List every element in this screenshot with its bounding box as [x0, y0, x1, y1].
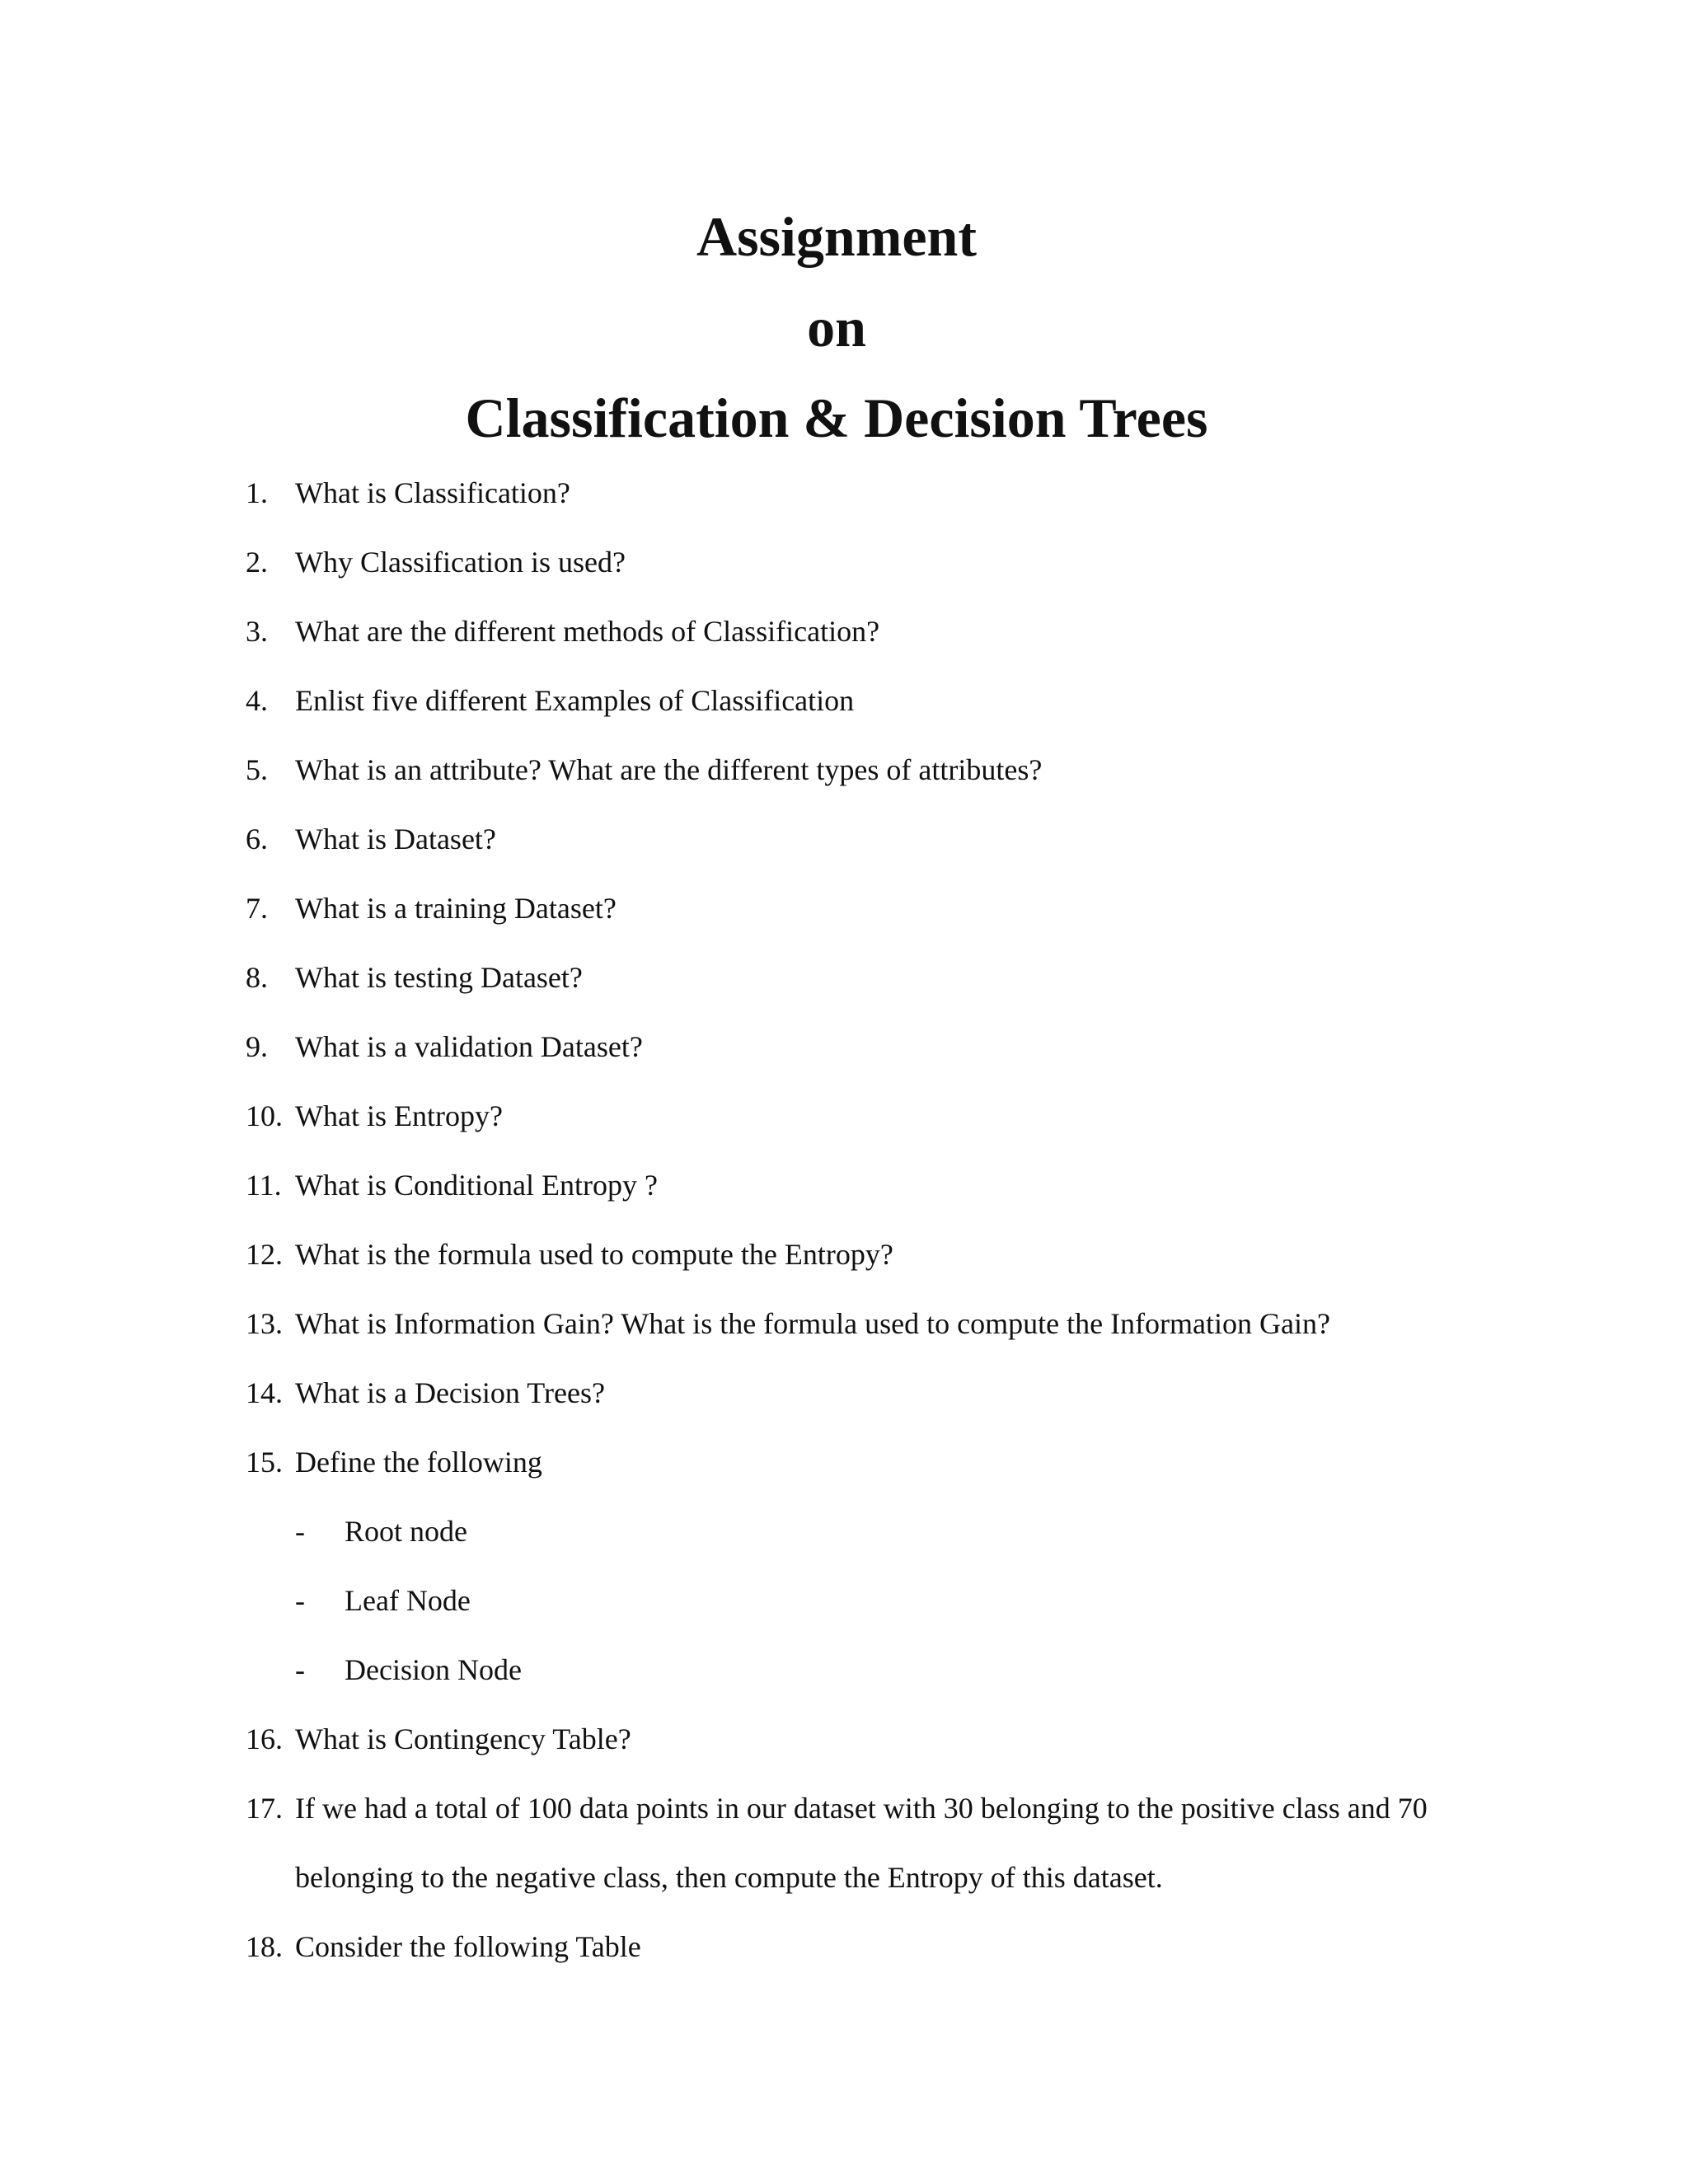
title-line-3: Classification & Decision Trees	[465, 387, 1208, 449]
definition-text: Decision Node	[345, 1653, 522, 1686]
question-text: What is Conditional Entropy ?	[295, 1169, 658, 1202]
question-number: 13.	[246, 1307, 283, 1340]
question-item-10	[246, 1081, 1498, 1151]
question-text: What is an attribute? What are the different types of attributes?	[295, 753, 1043, 786]
question-item-3	[246, 597, 1498, 666]
question-number: 12.	[246, 1238, 283, 1271]
definition-item-decision-node	[246, 1635, 1498, 1704]
question-number: 2.	[246, 546, 268, 579]
question-item-5	[246, 735, 1498, 804]
question-item-14	[246, 1358, 1498, 1427]
question-item-17	[246, 1774, 1498, 1912]
question-item-2	[246, 527, 1498, 597]
question-item-16	[246, 1704, 1498, 1774]
question-text: What is Contingency Table?	[295, 1722, 631, 1755]
question-item-13	[246, 1289, 1498, 1358]
list-dash: -	[295, 1653, 305, 1686]
question-number: 1.	[246, 476, 268, 509]
list-dash: -	[295, 1515, 305, 1548]
question-item-7	[246, 874, 1498, 943]
question-number: 4.	[246, 684, 268, 717]
title-line-1: Assignment	[696, 205, 978, 268]
definition-item-root-node	[246, 1497, 1498, 1566]
list-dash: -	[295, 1584, 305, 1617]
question-item-15	[246, 1427, 1498, 1497]
question-text: What is a validation Dataset?	[295, 1030, 643, 1063]
question-text: Enlist five different Examples of Classification	[295, 684, 855, 717]
question-number: 7.	[246, 892, 268, 925]
definition-item-leaf-node	[246, 1566, 1498, 1635]
question-text: What is Entropy?	[295, 1099, 503, 1132]
definition-text: Leaf Node	[345, 1584, 471, 1617]
question-text: Define the following	[295, 1446, 542, 1479]
question-number: 9.	[246, 1030, 268, 1063]
title-block	[0, 191, 1673, 463]
question-item-11	[246, 1151, 1498, 1220]
question-text: What is Dataset?	[295, 823, 496, 855]
question-text: Why Classification is used?	[295, 546, 626, 579]
question-number: 10.	[246, 1099, 283, 1132]
question-number: 18.	[246, 1930, 283, 1963]
question-text: If we had a total of 100 data points in our dataset with 30 belonging to the positive class and 70 belonging to the negative class, then compute the Entropy of this dataset.	[295, 1792, 1428, 1894]
definition-text: Root node	[345, 1515, 467, 1548]
question-number: 15.	[246, 1446, 283, 1479]
question-item-9	[246, 1012, 1498, 1081]
question-text: What is a Decision Trees?	[295, 1376, 605, 1409]
question-item-18	[246, 1912, 1498, 1981]
title-line-2: on	[807, 296, 866, 359]
question-item-8	[246, 943, 1498, 1012]
question-number: 17.	[246, 1792, 283, 1825]
question-list	[246, 458, 1498, 1981]
question-item-1	[246, 458, 1498, 527]
question-number: 3.	[246, 615, 268, 648]
question-number: 11.	[246, 1169, 282, 1202]
question-number: 5.	[246, 753, 268, 786]
question-text: What is Classification?	[295, 476, 570, 509]
question-item-4	[246, 666, 1498, 735]
question-text: What is a training Dataset?	[295, 892, 617, 925]
question-item-12	[246, 1220, 1498, 1289]
question-text: Consider the following Table	[295, 1930, 641, 1963]
question-number: 8.	[246, 961, 268, 994]
question-number: 6.	[246, 823, 268, 855]
question-number: 16.	[246, 1722, 283, 1755]
question-item-6	[246, 804, 1498, 874]
question-text: What is the formula used to compute the Entropy?	[295, 1238, 893, 1271]
question-number: 14.	[246, 1376, 283, 1409]
question-text: What is testing Dataset?	[295, 961, 583, 994]
question-text: What is Information Gain? What is the formula used to compute the Information Gain?	[295, 1307, 1330, 1340]
question-text: What are the different methods of Classification?	[295, 615, 880, 648]
